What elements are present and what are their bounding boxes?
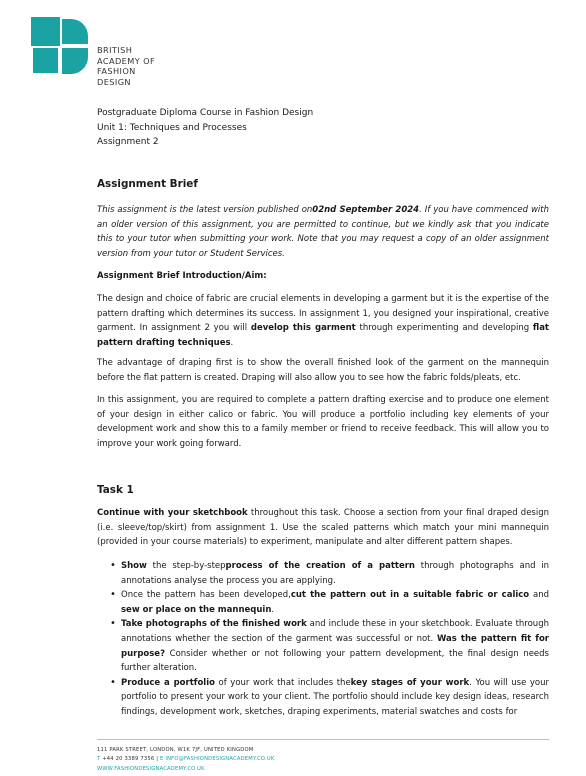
item-text: Once the pattern has been developed, (121, 590, 291, 601)
requirements-paragraph: In this assignment, you are required to complete a pattern drafting exercise and to produce one element of your design in either calico or fabric. You will produce a portfolio including key elements of your development work and show this to a family member or friend to receive feedback. This will allow you to improve your work going forward. (97, 395, 549, 449)
item-bold: sew or place on the mannequin (121, 604, 272, 615)
course-title: Postgraduate Diploma Course in Fashion Design (97, 108, 314, 118)
bullet-icon: • (110, 618, 116, 630)
bullet-icon: • (110, 589, 116, 601)
item-bold: cut the pattern out in a suitable fabric or calico (290, 590, 530, 601)
notice-date: 02nd September 2024 (312, 205, 420, 215)
version-notice (97, 203, 549, 261)
item-text: of your work that includes the (214, 677, 351, 688)
notice-text: This assignment is the latest version published on (97, 205, 313, 215)
footer-phone[interactable]: +44 20 3389 7356 (102, 756, 155, 763)
list-item (97, 588, 549, 617)
email-label: E (160, 756, 164, 763)
item-text: Consider whether or not following your pattern development, the final design needs further alteration. (121, 648, 549, 674)
footer (97, 746, 274, 774)
list-item (97, 676, 549, 720)
draping-paragraph: The advantage of draping first is to show the overall finished look of the garment on the mannequin before the flat pattern is created. Draping will also allow you to see how the fabric folds/pleats, etc. (97, 358, 549, 383)
item-text: through photographs and in annotations analyse the process you are applying. (121, 561, 549, 586)
logo-line: DESIGN (97, 76, 131, 87)
assignment-number: Assignment 2 (97, 137, 159, 147)
tel-label: T (97, 756, 101, 763)
bullet-icon: • (110, 560, 116, 571)
logo-line: BRITISH (97, 45, 133, 55)
footer-contact (97, 755, 274, 764)
para-text: . (230, 337, 234, 348)
assignment-brief-heading: Assignment Brief (97, 178, 198, 190)
item-bold: process of the creation of a pattern (225, 561, 415, 571)
para-text: through experimenting and developing (355, 323, 533, 334)
item-bold: key stages of your work (350, 677, 470, 688)
logo-line: ACADEMY OF (97, 55, 156, 66)
unit-title: Unit 1: Techniques and Processes (97, 122, 247, 133)
list-item (97, 617, 549, 675)
footer-email-link[interactable]: INFO@FASHIONDESIGNACADEMY.CO.UK (165, 756, 275, 763)
para-text: throughout this task. Choose a section from your final draped design (i.e. sleeve/top/skirt) from assignment 1. Use the scaled patterns which match your mini mannequin (provided in your course materials) to experiment, manipulate and alter different pattern shapes. (97, 508, 549, 548)
item-bold: Produce a portfolio (121, 677, 215, 688)
para-bold: Continue with your sketchbook (97, 508, 248, 518)
item-text: . You will use your portfolio to present your work to your client. The portfolio should include key design ideas, research findings, development work, sketches, draping experiments, material swatches and costs for (121, 677, 549, 717)
item-text: and include these in your sketchbook. Evaluate through annotations whether the section of the garment was successful or not. (121, 619, 549, 644)
logo-wordmark (97, 45, 155, 87)
logo-line: FASHION (97, 66, 136, 77)
footer-separator: | (156, 756, 159, 763)
item-text: and (529, 590, 549, 601)
para-text: The design and choice of fabric are crucial elements in developing a garment but it is the expertise of the pattern drafting which determines its success. In assignment 1, you designed your inspirational, creative garment. In assignment 2 you will (97, 294, 549, 334)
footer-address: 111 PARK STREET, LONDON, W1K 7JF, UNITED KINGDOM (97, 747, 254, 753)
task1-bullet-list (97, 559, 549, 720)
bullet-icon: • (110, 676, 116, 688)
course-info (97, 106, 313, 150)
footer-website-link[interactable]: WWW.FASHIONDESIGNACADEMY.CO.UK (97, 765, 205, 772)
task1-intro (97, 506, 549, 550)
para-bold: develop this garment (250, 323, 356, 334)
item-bold: Was the pattern fit for purpose? (121, 633, 549, 659)
intro-heading: Assignment Brief Introduction/Aim: (97, 271, 267, 281)
item-text: . (271, 604, 275, 615)
item-bold: Show (121, 561, 147, 571)
intro-paragraph (97, 292, 549, 350)
list-item (97, 559, 549, 588)
bafd-logo-icon (31, 17, 89, 75)
footer-divider (97, 739, 549, 740)
task1-heading: Task 1 (97, 484, 134, 496)
notice-text: . If you have commenced with an older version of this assignment, you are permitted to continue, but we kindly ask that you indicate this to your tutor when submitting your work. Note that you may request a copy of an older assignment version from your tutor or Student Services. (97, 205, 549, 259)
para-bold: flat pattern drafting techniques (97, 323, 549, 348)
item-bold: Take photographs of the finished work (121, 619, 307, 630)
item-text: the step-by-step (146, 561, 226, 571)
